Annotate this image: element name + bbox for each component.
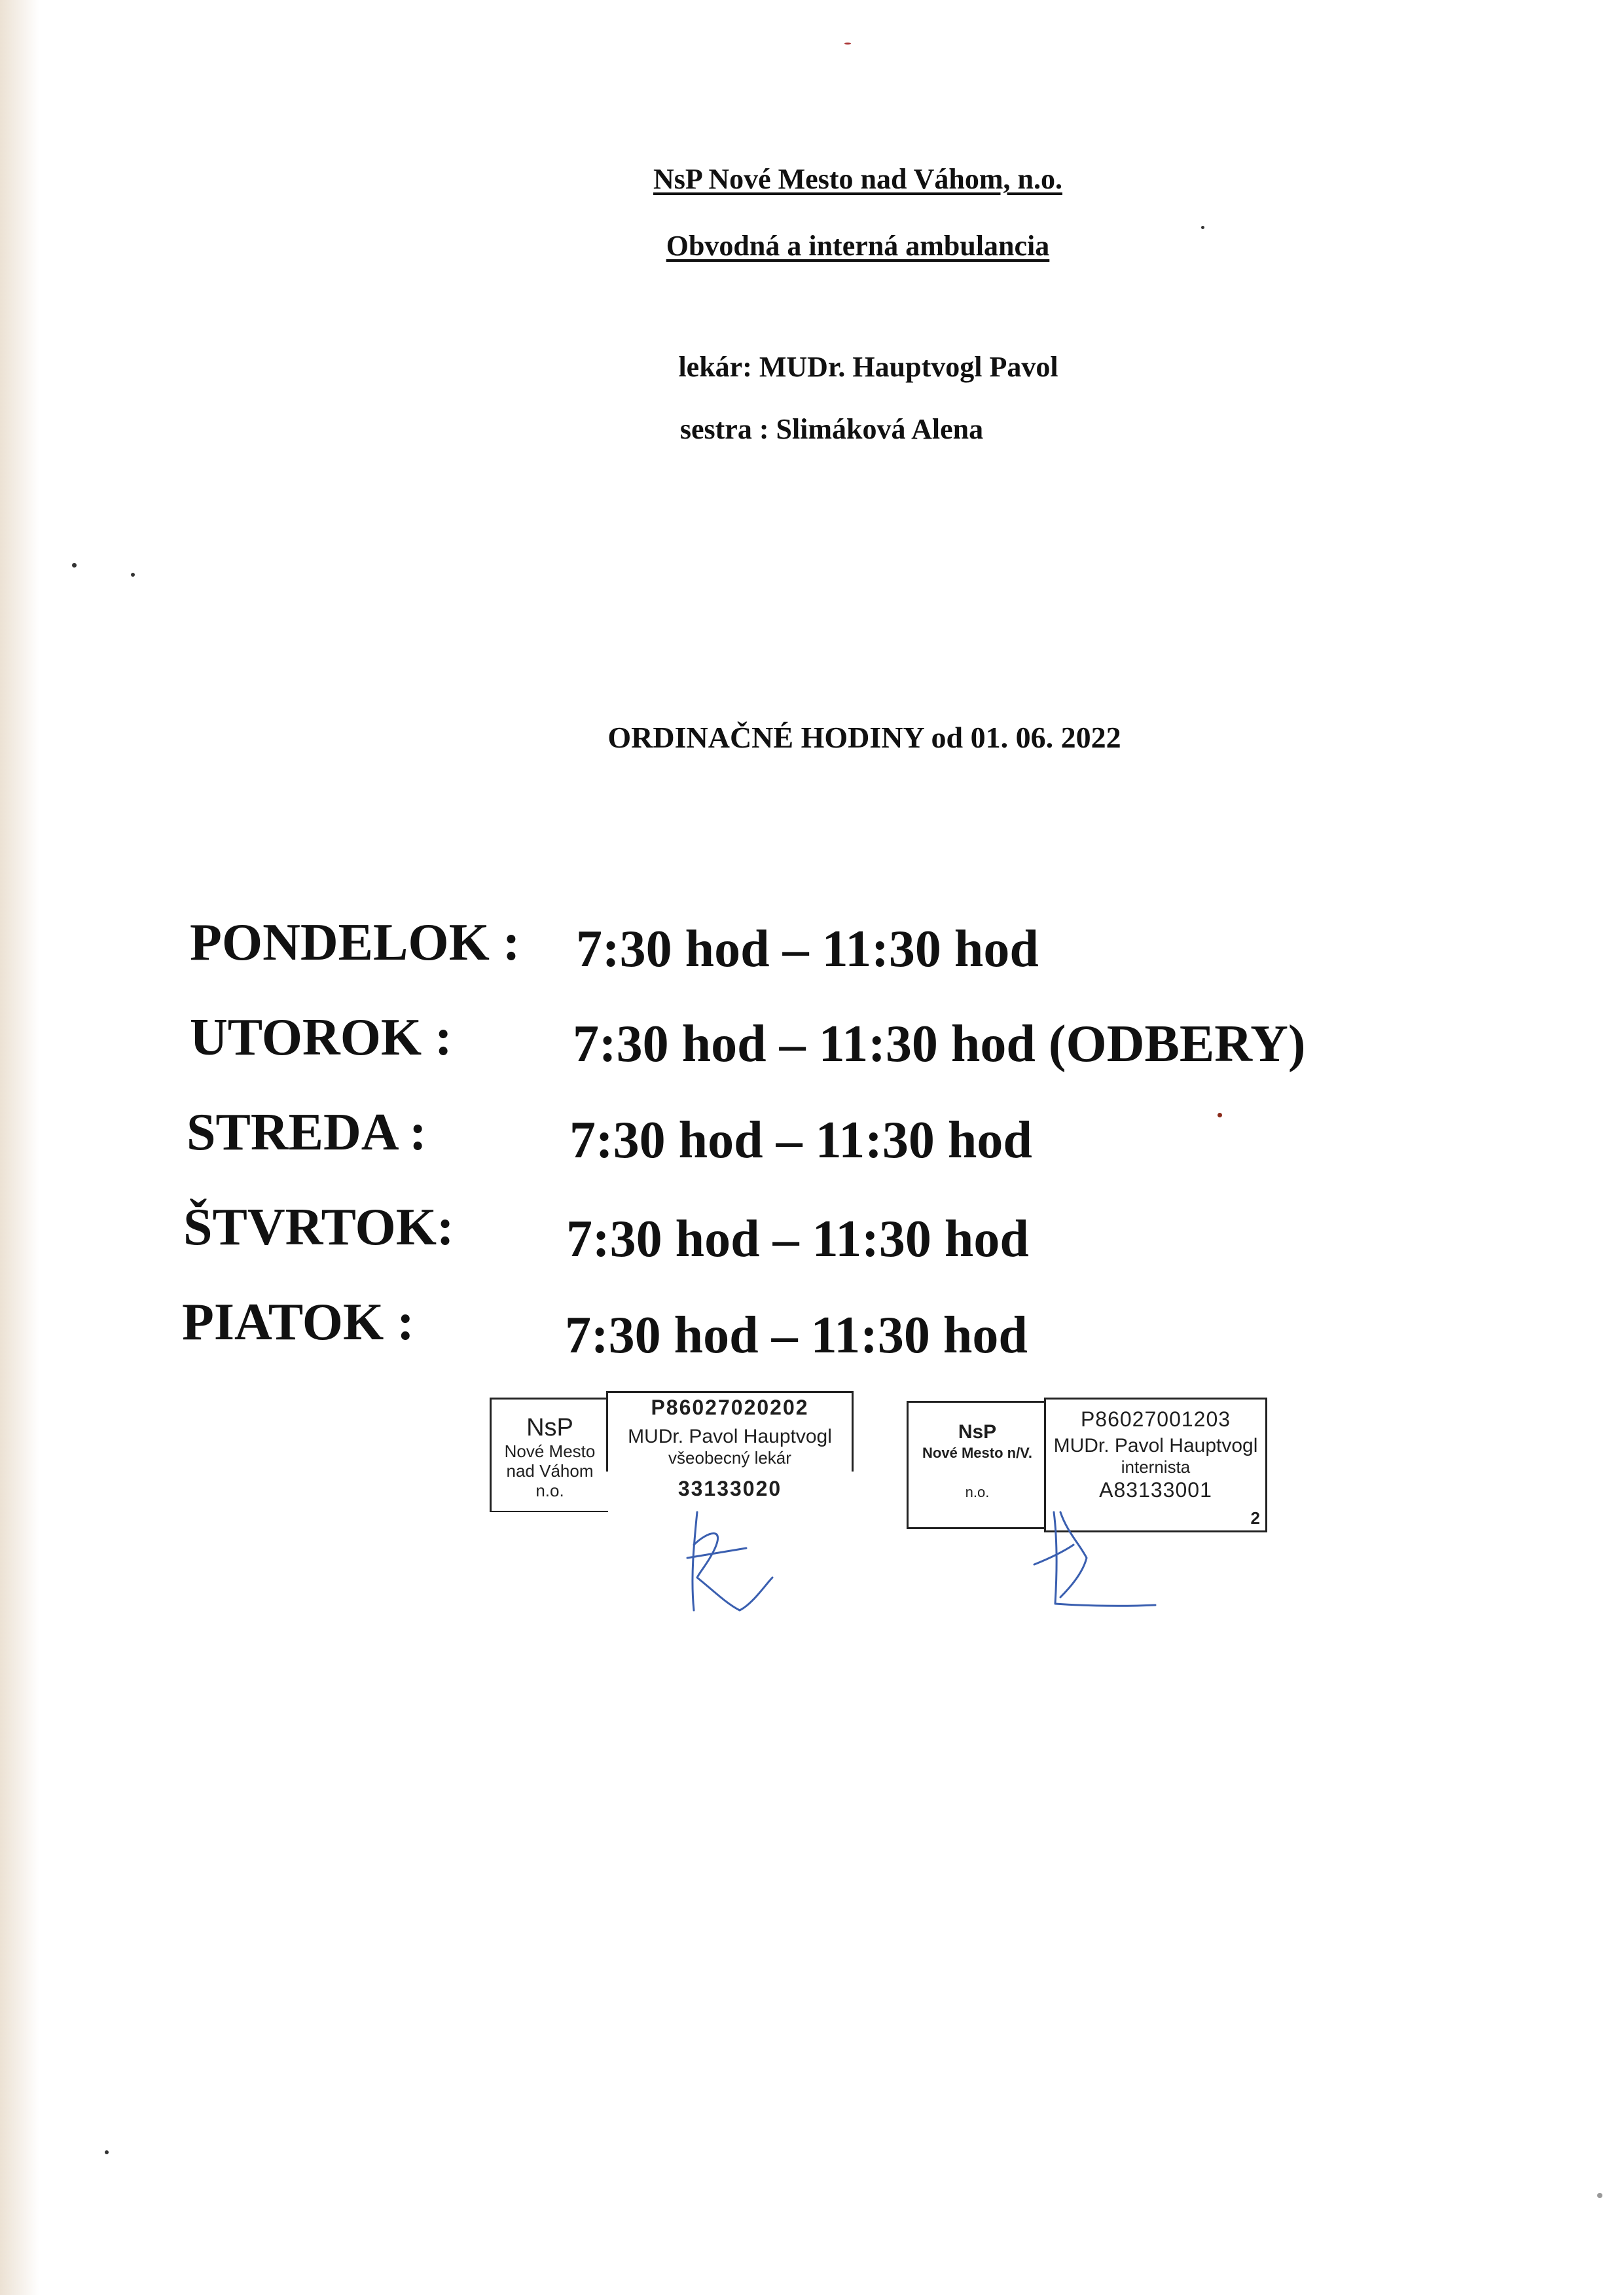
nurse-line: sestra : Slimáková Alena	[679, 413, 984, 445]
scan-speck	[105, 2150, 109, 2154]
stamp-general-practitioner	[490, 1391, 851, 1522]
department-name: Obvodná a interná ambulancia	[666, 230, 1050, 262]
stamp-line: n.o.	[965, 1484, 990, 1500]
stamp-line: NsP	[526, 1414, 573, 1441]
schedule-time: 7:30 hod – 11:30 hod	[565, 1307, 1028, 1364]
schedule-day: PONDELOK :	[190, 914, 520, 971]
stamp-line: Nové Mesto	[504, 1441, 596, 1461]
stamp-doctor-name: MUDr. Pavol Hauptvogl	[1053, 1435, 1258, 1456]
schedule-day: UTOROK :	[190, 1009, 452, 1066]
signature-handwritten-2	[1021, 1506, 1159, 1617]
organization-name: NsP Nové Mesto nad Váhom, n.o.	[653, 163, 1062, 195]
stamp-role: všeobecný lekár	[668, 1448, 791, 1468]
scan-speck	[1597, 2193, 1602, 2198]
signature-handwritten-1	[668, 1506, 812, 1623]
schedule-time: 7:30 hod – 11:30 hod	[576, 920, 1039, 978]
schedule-time: 7:30 hod – 11:30 hod (ODBERY)	[573, 1015, 1306, 1073]
schedule-day: ŠTVRTOK:	[183, 1199, 454, 1256]
stamp-code: P86027001203	[1080, 1407, 1231, 1431]
scan-edge-shading	[0, 0, 39, 2295]
doctor-line: lekár: MUDr. Hauptvogl Pavol	[678, 351, 1058, 383]
stamp-line: n.o.	[535, 1481, 564, 1500]
stamp-doctor-name: MUDr. Pavol Hauptvogl	[628, 1426, 832, 1447]
schedule-day: PIATOK :	[182, 1293, 414, 1351]
stamp-corner-number: 2	[1250, 1508, 1260, 1528]
hours-title: ORDINAČNÉ HODINY od 01. 06. 2022	[607, 721, 1121, 754]
stamp-institution-box	[490, 1398, 608, 1512]
stamp-role: internista	[1121, 1457, 1191, 1477]
scan-speck	[72, 563, 77, 568]
stamp-line: NsP	[958, 1421, 997, 1443]
scan-speck	[131, 573, 135, 577]
schedule-time: 7:30 hod – 11:30 hod	[569, 1111, 1032, 1169]
schedule-day: STREDA :	[187, 1104, 427, 1161]
scan-speck	[1201, 226, 1204, 229]
stamp-line: nad Váhom	[506, 1461, 594, 1481]
stamp-code: P86027020202	[651, 1396, 809, 1419]
scan-speck	[844, 43, 851, 45]
stamp-doctor-box	[606, 1391, 854, 1500]
schedule-time: 7:30 hod – 11:30 hod	[566, 1210, 1029, 1268]
scan-speck	[1218, 1113, 1222, 1117]
stamp-line: Nové Mesto n/V.	[922, 1445, 1032, 1461]
stamp-number: 33133020	[677, 1477, 782, 1500]
stamp-number: A83133001	[1099, 1478, 1212, 1502]
